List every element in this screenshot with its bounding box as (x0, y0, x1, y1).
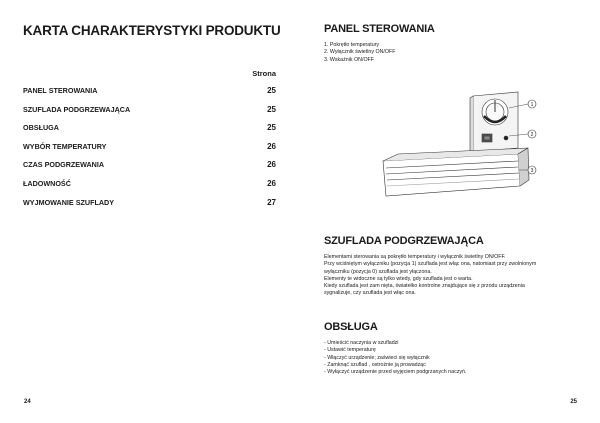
szuflada-description (324, 254, 576, 298)
toc-page-number: 25 (267, 123, 276, 133)
table-of-contents (23, 86, 276, 216)
panel-item: 1. Pokrętło temperatury (324, 42, 380, 48)
toc-page-number: 26 (267, 178, 276, 188)
toc-row-wyjmowanie-szuflady[interactable] (23, 198, 276, 217)
toc-label: CZAS PODGRZEWANIA (23, 160, 105, 170)
panel-item: 3. Wskaźnik ON/OFF (324, 56, 375, 63)
page-number-left: 24 (24, 399, 31, 405)
document-title: KARTA CHARAKTERYSTYKI PRODUKTU (23, 23, 281, 38)
callout-2-label: 2 (530, 132, 534, 138)
list-item: - Włączyć urządzenie; zaświeci się wyłącznik (324, 354, 430, 361)
section-heading-panel: PANEL STEROWANIA (324, 23, 435, 35)
page-number-right: 25 (570, 399, 577, 405)
toc-page-number: 25 (267, 86, 276, 95)
panel-item: 2. Wyłącznik świetlny ON/OFF (324, 49, 396, 56)
panel-item-list (324, 42, 395, 64)
list-item: - Zamknąć szuflad , ostrożnie ją prowadząc (324, 361, 426, 368)
warming-drawer-illustration (378, 86, 538, 201)
toc-page-number: 25 (267, 104, 276, 114)
toc-page-number: 26 (267, 141, 276, 151)
toc-label: OBSŁUGA (23, 123, 59, 133)
list-item: - Ustawić temperaturę (324, 347, 376, 354)
toc-strona-header: Strona (252, 69, 276, 78)
toc-label: WYJMOWANIE SZUFLADY (23, 197, 115, 207)
list-item: - Umieścić naczynia w szufladzi (324, 340, 399, 346)
callout-3-label: 3 (530, 168, 534, 174)
toc-label: WYBÓR TEMPERATURY (23, 141, 107, 151)
toc-row-obsluga[interactable] (23, 123, 276, 142)
paragraph-line: sygnalizuje, czy szuflada jest włąc ona. (324, 290, 416, 297)
toc-page-number: 26 (267, 160, 276, 170)
list-item: - Wyłączyć urządzenie przed wyjęciem podgrzanych naczyń. (324, 369, 467, 376)
toc-row-wybor-temperatury[interactable] (23, 142, 276, 161)
toc-row-ladownosc[interactable] (23, 179, 276, 198)
paragraph-line: Przy wciśniętym wyłączniku (pozycja 1) szuflada jest włąc ona, natomiast przy zwolnionym (324, 261, 537, 268)
toc-row-panel-sterowania[interactable] (23, 86, 276, 105)
section-heading-szuflada: SZUFLADA PODGRZEWAJĄCA (324, 235, 484, 247)
paragraph-line: Kiedy szuflada jest zam nięta, światełko kontrolne znajdujące się z przodu urządzenia (324, 283, 525, 290)
toc-page-number: 27 (267, 197, 276, 207)
callout-1-label: 1 (530, 102, 534, 108)
toc-label: PANEL STEROWANIA (23, 86, 98, 95)
paragraph-line: Elementami sterowania są pokrętło temperatury i wyłącznik świetlny ON/OFF. (324, 254, 506, 260)
paragraph-line: Elementy te widoczne są tylko wtedy, gdy szuflada jest o warta. (324, 275, 473, 282)
obsluga-steps (324, 340, 466, 376)
toc-row-szuflada[interactable] (23, 105, 276, 124)
paragraph-line: wyłączniku (pozycja 0) szuflada jest yłączona. (324, 268, 432, 275)
toc-label: ŁADOWNOŚĆ (23, 178, 71, 188)
right-page (300, 0, 600, 423)
section-heading-obsluga: OBSŁUGA (324, 321, 378, 333)
toc-row-czas-podgrzewania[interactable] (23, 160, 276, 179)
toc-label: SZUFLADA PODGRZEWAJĄCA (23, 104, 131, 114)
